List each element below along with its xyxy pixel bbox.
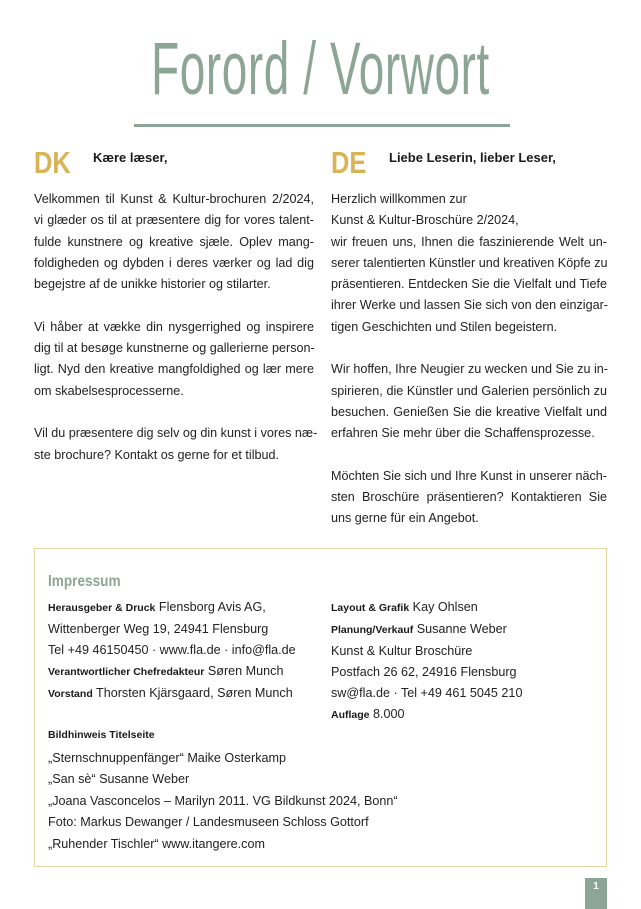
text-line: serer talentierten Künstler und kreativen Köpfe zu — [331, 255, 608, 270]
sales-contact: sw@fla.de · Tel +49 461 5045 210 — [331, 686, 523, 700]
planning-line — [331, 619, 601, 641]
editor-name: Søren Munch — [204, 664, 284, 678]
german-paragraph-1 — [331, 189, 607, 338]
text-line: erfahren Sie mehr über die Schaffensprozesse. — [331, 426, 595, 441]
publisher-contact: Tel +49 46150450 · www.fla.de · info@fla.de — [48, 643, 296, 657]
danish-salutation: Kære læser, — [93, 150, 168, 165]
german-body — [331, 189, 607, 530]
danish-column — [34, 145, 318, 487]
publisher-line — [48, 597, 328, 619]
text-line: Vi håber at vække din nysgerrighed og inspirere — [34, 319, 314, 334]
publisher-label: Herausgeber & Druck — [48, 602, 156, 614]
danish-paragraph-3 — [34, 423, 318, 466]
text-line: ligt. Nyd den kreative mangfoldighed og lær mere — [34, 362, 314, 377]
layout-line — [331, 597, 601, 619]
impressum-publisher-info — [48, 597, 328, 705]
circulation-value: 8.000 — [369, 707, 405, 721]
page-number: 1 — [585, 878, 607, 909]
german-paragraph-3 — [331, 466, 607, 530]
text-line: Vil du præsentere dig selv og din kunst i vores næ- — [34, 426, 318, 441]
text-line: tigen Geschichten und Stilen begeistern. — [331, 319, 558, 334]
danish-paragraph-2 — [34, 317, 314, 402]
planning-label: Planung/Verkauf — [331, 624, 414, 636]
german-salutation: Liebe Leserin, lieber Leser, — [389, 150, 556, 165]
credit-line: „Ruhender Tischler“ www.itangere.com — [48, 836, 265, 851]
text-line: besuchen. Genießen Sie die kreative Vielfalt und — [331, 404, 607, 419]
text-line: uns gerne für ein Angebot. — [331, 511, 479, 526]
danish-body — [34, 189, 318, 466]
circulation-label: Auflage — [331, 709, 370, 721]
impressum-title: Impressum — [48, 573, 121, 590]
text-line: ste brochure? Kontakt os gerne for et tilbud. — [34, 447, 280, 462]
credit-line: „Joana Vasconcelos – Marilyn 2011. VG Bildkunst 2024, Bonn“ — [48, 793, 398, 808]
layout-label: Layout & Grafik — [331, 602, 410, 614]
planning-name: Susanne Weber — [413, 622, 507, 636]
board-label: Vorstand — [48, 688, 93, 700]
publisher-name: Flensborg Avis AG, — [155, 600, 266, 614]
text-line: Wir hoffen, Ihre Neugier zu wecken und Sie zu in- — [331, 362, 608, 377]
text-line: ihrer Werke und lassen Sie sich von den einzigar- — [331, 298, 608, 313]
danish-header — [34, 146, 314, 184]
layout-name: Kay Ohlsen — [409, 600, 478, 614]
text-line: spirieren, die Künstler und Galerien persönlich zu — [331, 383, 607, 398]
board-line — [48, 683, 328, 705]
text-line: begejstre af de unikke historier og stilarter. — [34, 277, 271, 292]
impressum-box — [34, 548, 607, 867]
credit-line: „Sternschnuppenfänger“ Maike Osterkamp — [48, 750, 286, 765]
circulation-line — [331, 704, 601, 726]
publisher-address: Wittenberger Weg 19, 24941 Flensburg — [48, 622, 269, 636]
german-paragraph-2 — [331, 359, 607, 444]
board-names: Thorsten Kjärsgaard, Søren Munch — [92, 686, 293, 700]
text-line: om skabelsesprocesserne. — [34, 383, 184, 398]
text-line: Möchten Sie sich und Ihre Kunst in unserer näch- — [331, 468, 607, 483]
text-line: präsentieren. Entdecken Sie die Vielfalt und Tiefe — [331, 277, 607, 292]
text-line: Herzlich willkommen zur — [331, 192, 467, 206]
cover-image-credits — [48, 725, 398, 855]
german-header — [331, 146, 607, 184]
editor-line — [48, 661, 328, 683]
department: Kunst & Kultur Broschüre — [331, 644, 473, 658]
postbox: Postfach 26 62, 24916 Flensburg — [331, 665, 517, 679]
language-code-de: DE — [331, 145, 367, 180]
credits-label: Bildhinweis Titelseite — [48, 729, 155, 741]
credit-line: Foto: Markus Dewanger / Landesmuseen Schloss Gottorf — [48, 815, 369, 829]
page-title: Forord / Vorwort — [151, 27, 490, 110]
editor-label: Verantwortlicher Chefredakteur — [48, 666, 205, 678]
text-line: sten Broschüre präsentieren? Kontaktieren Sie — [331, 490, 607, 505]
text-line: Kunst & Kultur-Broschüre 2/2024, — [331, 213, 519, 228]
title-divider — [134, 124, 510, 127]
text-line: vi glæder os til at præsentere dig for vores talent- — [34, 213, 314, 228]
text-line: fulde kunstnere og kreative sjæle. Oplev mang- — [34, 234, 314, 249]
text-line: dig til at besøge kunstnerne og gallerierne person- — [34, 341, 315, 356]
impressum-layout-info — [331, 597, 601, 726]
danish-paragraph-1 — [34, 189, 314, 295]
text-line: foldigheden og dybden i deres værker og lad dig — [34, 255, 314, 270]
language-code-dk: DK — [34, 145, 71, 180]
credit-line: „San sè“ Susanne Weber — [48, 772, 190, 786]
text-line: wir freuen uns, Ihnen die faszinierende Welt un- — [331, 234, 607, 249]
german-column — [331, 146, 607, 551]
text-line: Velkommen til Kunst & Kultur-brochuren 2/2024, — [34, 192, 314, 206]
